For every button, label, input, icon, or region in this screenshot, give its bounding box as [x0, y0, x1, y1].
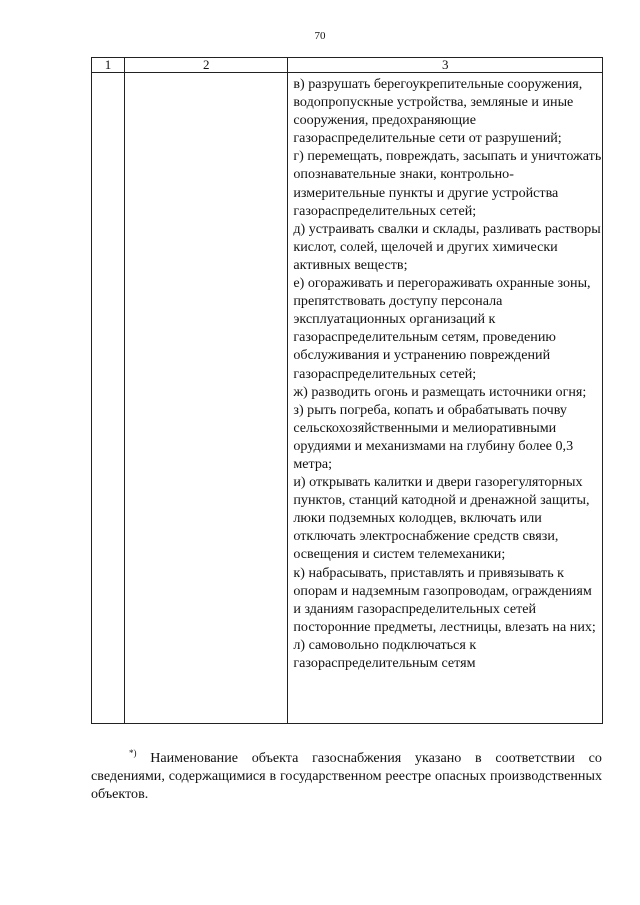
column-header-1: 1 — [92, 58, 125, 73]
list-item: г) перемещать, повреждать, засыпать и уничтожать опознавательные знаки, контрольно-измерительные пункты и другие устройства газораспределительных сетей; — [293, 148, 602, 219]
list-item: ж) разводить огонь и размещать источники огня; — [293, 383, 587, 400]
table-header-row — [92, 58, 603, 73]
footnote-marker: *) — [129, 748, 137, 758]
list-item: и) открывать калитки и двери газорегуляторных пунктов, станций катодной и дренажной защиты, люки подземных колодцев, включать или отключать электроснабжение средств связи, освещения и систем телемеханики; — [293, 474, 590, 563]
list-item: е) огораживать и перегораживать охранные зоны, препятствовать доступу персонала эксплуатационных организаций к газораспределительным сетям, проведению обслуживания и устранению повреждений газораспределительных сетей; — [293, 275, 591, 382]
document-table — [91, 57, 603, 724]
column-header-2: 2 — [125, 58, 288, 73]
footnote — [91, 744, 602, 803]
table-row — [92, 73, 603, 724]
table-cell-col2 — [125, 73, 288, 724]
column-header-3: 3 — [288, 58, 603, 73]
list-item: к) набрасывать, приставлять и привязывать к опорам и надземным газопроводам, ограждениям и зданиям газораспределительных сетей посторонние предметы, лестницы, влезать на них; — [293, 564, 596, 635]
table-cell-col1 — [92, 73, 125, 724]
list-item: д) устраивать свалки и склады, разливать растворы кислот, солей, щелочей и других химически активных веществ; — [293, 220, 601, 273]
table-cell-col3 — [288, 73, 603, 724]
list-item: л) самовольно подключаться к газораспределительным сетям — [293, 636, 477, 671]
page-number: 70 — [314, 30, 326, 42]
footnote-text: Наименование объекта газоснабжения указано в соответствии со сведениями, содержащимися в государственном реестре опасных производственных объектов. — [91, 750, 602, 802]
list-item: з) рыть погреба, копать и обрабатывать почву сельскохозяйственными и мелиоративными орудиями и механизмами на глубину более 0,3 метра; — [293, 401, 574, 472]
list-item: в) разрушать берегоукрепительные сооружения, водопропускные устройства, земляные и иные сооружения, предохраняющие газораспределительные сети от разрушений; — [293, 76, 583, 147]
restriction-list — [288, 73, 602, 672]
